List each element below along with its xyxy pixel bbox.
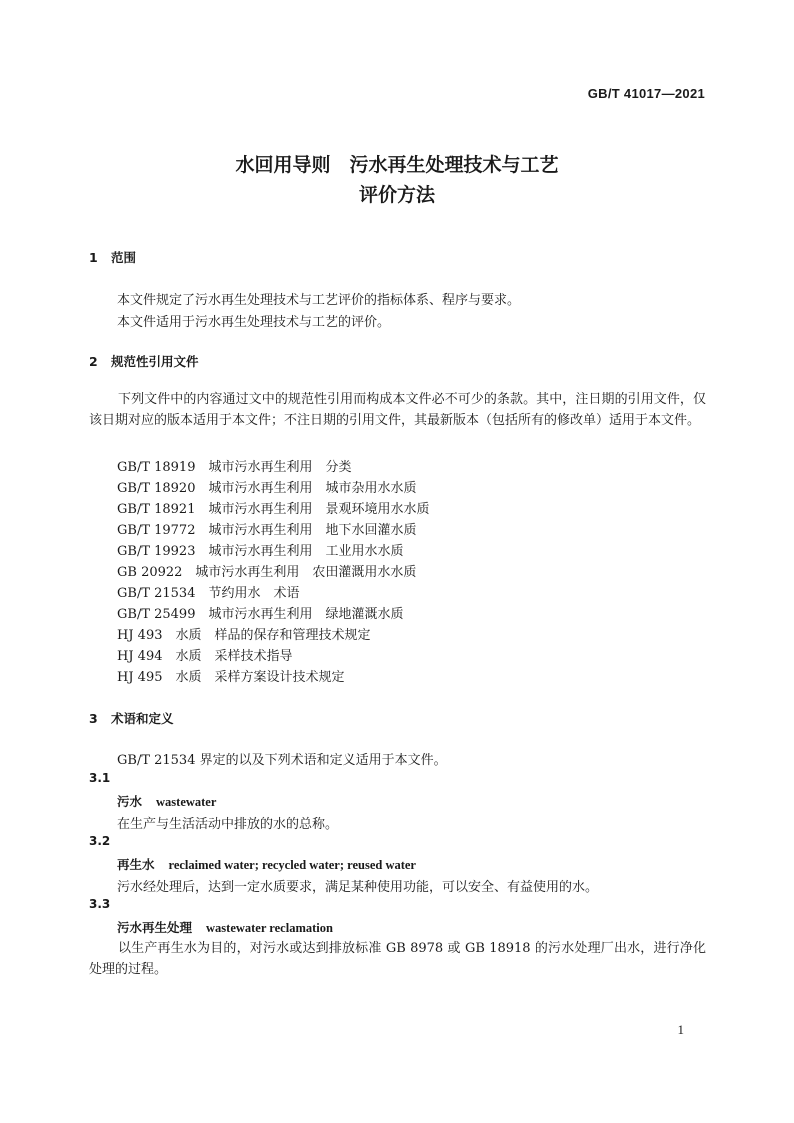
clause-number: 3.2 [89, 834, 111, 848]
term-definition: 在生产与生活活动中排放的水的总称。 [117, 817, 339, 832]
term-zh: 再生水 [117, 857, 155, 872]
section-1-paragraph: 本文件规定了污水再生处理技术与工艺评价的指标体系、程序与要求。 [117, 293, 521, 308]
section-title: 术语和定义 [111, 711, 174, 726]
term-definition: 以生产再生水为目的，对污水或达到排放标准 GB 8978 或 GB 18918 的污水处理厂出水，进行净化处理的过程。 [89, 941, 706, 977]
section-number: 1 [89, 250, 98, 265]
reference-item: HJ 494 水质 采样技术指导 [117, 649, 293, 664]
reference-item: GB/T 18919 城市污水再生利用 分类 [117, 460, 352, 475]
term-zh: 污水 [117, 794, 143, 809]
term-entry [117, 918, 333, 936]
section-1-heading [89, 248, 136, 266]
title-line-1: 水回用导则 污水再生处理技术与工艺 [235, 154, 559, 176]
reference-item: GB/T 19772 城市污水再生利用 地下水回灌水质 [117, 523, 417, 538]
reference-item: HJ 493 水质 样品的保存和管理技术规定 [117, 628, 371, 643]
reference-item: HJ 495 水质 采样方案设计技术规定 [117, 670, 345, 685]
section-1-paragraph: 本文件适用于污水再生处理技术与工艺的评价。 [117, 315, 391, 330]
section-title: 范围 [111, 250, 137, 265]
term-entry [117, 855, 416, 873]
reference-item: GB/T 21534 节约用水 术语 [117, 586, 300, 601]
reference-item: GB/T 19923 城市污水再生利用 工业用水水质 [117, 544, 404, 559]
section-2-heading [89, 352, 199, 370]
title-line-2: 评价方法 [358, 184, 435, 206]
clause-number: 3.3 [89, 897, 111, 911]
reference-item: GB/T 18921 城市污水再生利用 景观环境用水水质 [117, 502, 430, 517]
reference-item: GB/T 25499 城市污水再生利用 绿地灌溉水质 [117, 607, 404, 622]
term-en: reclaimed water; recycled water; reused water [168, 858, 416, 872]
reference-item: GB 20922 城市污水再生利用 农田灌溉用水水质 [117, 565, 417, 580]
reference-item: GB/T 18920 城市污水再生利用 城市杂用水水质 [117, 481, 417, 496]
term-en: wastewater [156, 795, 217, 809]
term-en: wastewater reclamation [206, 921, 333, 935]
section-3-intro: GB/T 21534 界定的以及下列术语和定义适用于本文件。 [117, 753, 447, 768]
term-zh: 污水再生处理 [117, 920, 193, 935]
section-2-intro: 下列文件中的内容通过文中的规范性引用而构成本文件必不可少的条款。其中，注日期的引用文件，仅该日期对应的版本适用于本文件；不注日期的引用文件，其最新版本（包括所有的修改单）适用于本文件。 [89, 392, 706, 428]
section-title: 规范性引用文件 [111, 354, 199, 369]
term-entry [117, 792, 216, 810]
section-3-heading [89, 709, 174, 727]
document-title [0, 150, 794, 210]
standard-number: GB/T 41017—2021 [587, 86, 705, 101]
section-number: 3 [89, 711, 98, 726]
section-number: 2 [89, 354, 98, 369]
term-definition: 污水经处理后，达到一定水质要求，满足某种使用功能，可以安全、有益使用的水。 [117, 880, 599, 895]
clause-number: 3.1 [89, 771, 111, 785]
page-number: 1 [677, 1022, 684, 1037]
